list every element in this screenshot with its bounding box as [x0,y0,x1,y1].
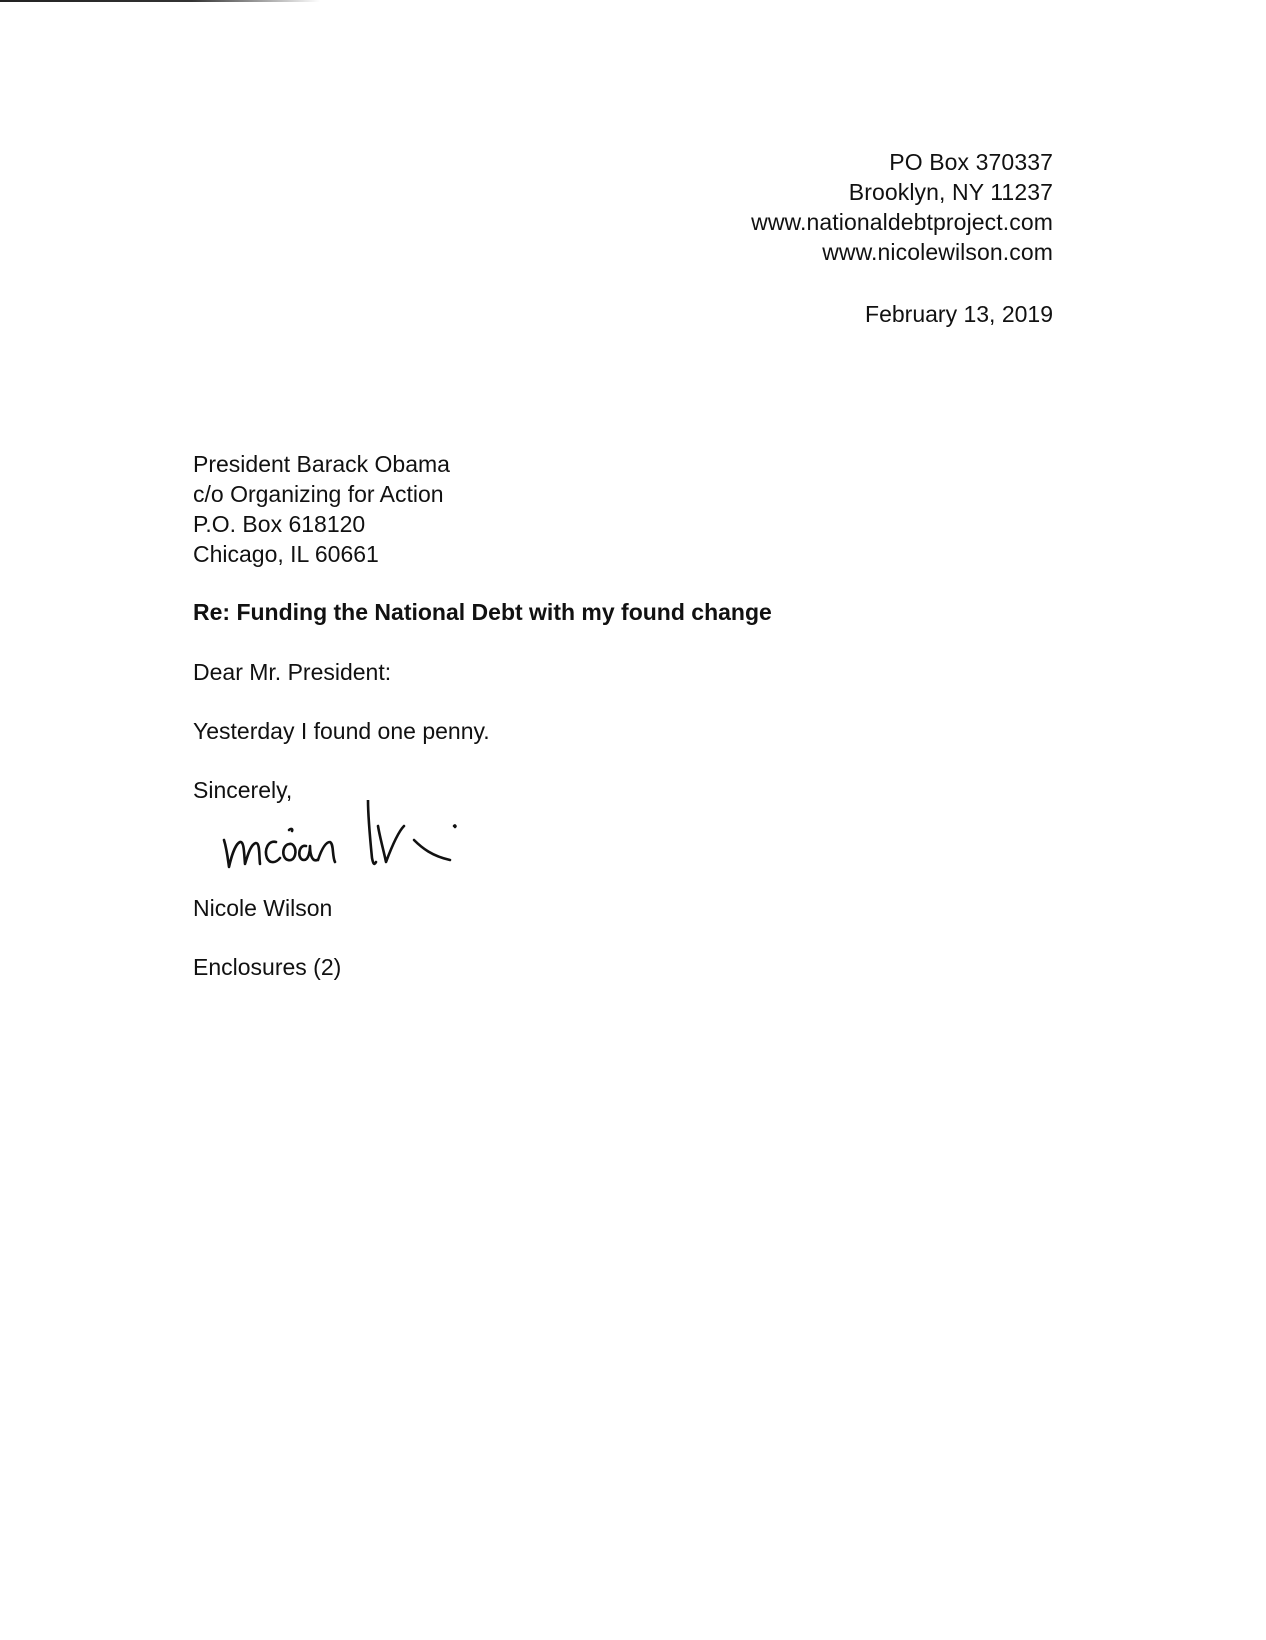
body-paragraph: Yesterday I found one penny. [193,718,490,744]
sender-city-state-zip: Brooklyn, NY 11237 [848,179,1053,205]
sender-website-personal: www.nicolewilson.com [822,239,1053,265]
closing: Sincerely, [193,777,293,803]
enclosures-note: Enclosures (2) [193,954,342,980]
subject-line: Re: Funding the National Debt with my found change [193,599,772,625]
letter-date: February 13, 2019 [865,301,1053,327]
salutation: Dear Mr. President: [193,659,392,685]
scan-edge-line [0,0,320,2]
sender-address-block [751,147,1053,267]
recipient-name: President Barack Obama [193,451,450,477]
sender-po-box: PO Box 370337 [889,149,1053,175]
signer-name: Nicole Wilson [193,895,333,921]
recipient-city-state-zip: Chicago, IL 60661 [193,541,379,567]
recipient-po-box: P.O. Box 618120 [193,511,366,537]
recipient-address-block [193,449,450,569]
recipient-care-of: c/o Organizing for Action [193,481,444,507]
sender-website-project: www.nationaldebtproject.com [751,209,1053,235]
handwritten-signature [218,800,478,880]
